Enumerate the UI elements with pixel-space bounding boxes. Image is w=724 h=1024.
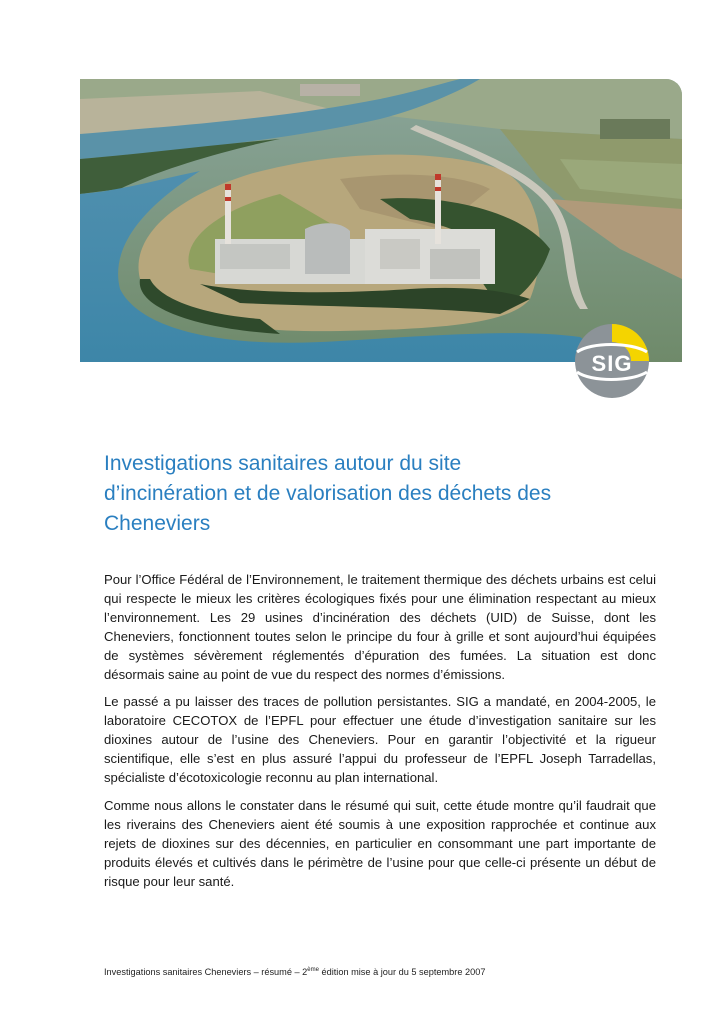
title-line: d’incinération et de valorisation des déchets des	[104, 482, 552, 505]
footer-text: Investigations sanitaires Cheneviers – résumé – 2	[104, 967, 308, 978]
page-footer	[104, 967, 624, 977]
footer-superscript: ème	[307, 967, 319, 973]
conclusion-paragraph: Comme nous allons le constater dans le résumé qui suit, cette étude montre qu’il faudrait que les riverains des Cheneviers aient été soumis à une exposition rapprochée et continue aux rejets de dioxines sur des décennies, en particulier en consommant une part importante de produits élevés et cultivés dans le périmètre de l’usine pour que celle-ci présente un début de risque pour leur santé.	[104, 798, 656, 889]
aerial-photo-cheneviers-plant	[80, 79, 682, 362]
footer-text-end: édition mise à jour du 5 septembre 2007	[318, 967, 486, 978]
context-paragraph: Le passé a pu laisser des traces de pollution persistantes. SIG a mandaté, en 2004-2005, le laboratoire CECOTOX de l’EPFL pour effectuer une étude d’investigation sanitaire sur les dioxines autour de l’usine des Cheneviers. Pour en garantir l’objectivité et la rigueur scientifique, elle s’est en plus assuré l’appui du professeur de l’EPFL Joseph Tarradellas, spécialiste d’écotoxicologie reconnu au plan international.	[104, 694, 656, 785]
title-line: Investigations sanitaires autour du site	[104, 452, 462, 475]
sig-logo-text: SIG	[591, 351, 633, 376]
title-line: Cheneviers	[104, 512, 211, 535]
sig-logo	[571, 324, 653, 398]
document-title	[104, 449, 634, 539]
intro-paragraph: Pour l’Office Fédéral de l’Environnement, le traitement thermique des déchets urbains est celui qui respecte le mieux les critères écologiques fixés pour une élimination respectant au mieux l’environnement. Les 29 usines d’incinération des déchets (UID) de Suisse, dont les Cheneviers, fonctionnent toutes selon le principe du four à grille et sont aujourd’hui équipées de systèmes sévèrement réglementés d’épuration des fumées. La situation est donc désormais saine au point de vue du respect des normes d’émissions.	[104, 572, 656, 682]
